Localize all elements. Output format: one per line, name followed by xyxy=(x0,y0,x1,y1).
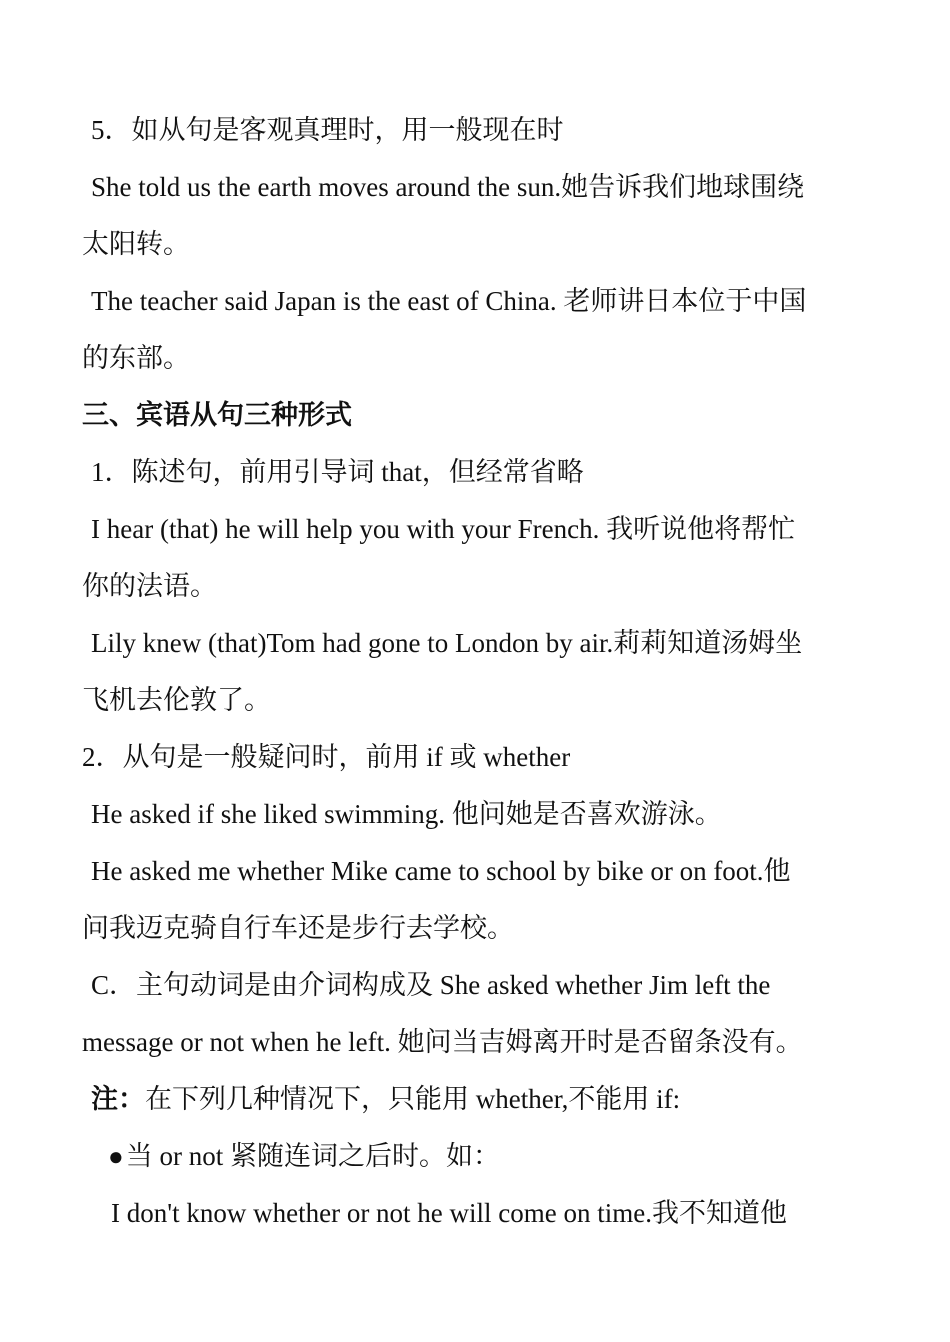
bullet-text: 当 or not 紧随连词之后时。如： xyxy=(125,1141,500,1171)
example-continuation: 飞机去伦敦了。 xyxy=(82,685,271,715)
example-sentence: Lily knew (that)Tom had gone to London by air.莉莉知道汤姆坐 xyxy=(91,628,803,658)
bullet-icon: ● xyxy=(108,1142,124,1171)
document-page xyxy=(82,102,872,1242)
example-continuation: 问我迈克骑自行车还是步行去学校。 xyxy=(82,913,514,943)
example-sentence: She told us the earth moves around the sun.她告诉我们地球围绕 xyxy=(91,172,805,202)
section-heading: 三、宾语从句三种形式 xyxy=(82,400,352,430)
note-label: 注： xyxy=(91,1084,145,1114)
bullet-line xyxy=(82,1128,872,1185)
example-sentence: I hear (that) he will help you with your French. 我听说他将帮忙 xyxy=(91,514,796,544)
note-text: 在下列几种情况下，只能用 whether,不能用 if: xyxy=(145,1084,681,1114)
example-sentence: I don't know whether or not he will come on time.我不知道他 xyxy=(111,1198,788,1228)
example-continuation: 你的法语。 xyxy=(82,571,217,601)
example-sentence: He asked me whether Mike came to school by bike or on foot.他 xyxy=(91,856,791,886)
example-continuation: 的东部。 xyxy=(82,343,190,373)
example-sentence: The teacher said Japan is the east of China. 老师讲日本位于中国 xyxy=(91,286,807,316)
example-continuation: 太阳转。 xyxy=(82,229,190,259)
item-2-heading: 2．从句是一般疑问时，前用 if 或 whether xyxy=(82,742,571,772)
example-continuation: message or not when he left. 她问当吉姆离开时是否留条没有。 xyxy=(82,1027,803,1057)
item-c-heading: C．主句动词是由介词构成及 She asked whether Jim left the xyxy=(91,970,771,1000)
item-5-heading: 5．如从句是客观真理时，用一般现在时 xyxy=(91,115,564,145)
example-sentence: He asked if she liked swimming. 他问她是否喜欢游泳。 xyxy=(91,799,722,829)
note-line xyxy=(82,1071,872,1128)
item-1-heading: 1．陈述句，前用引导词 that，但经常省略 xyxy=(91,457,584,487)
